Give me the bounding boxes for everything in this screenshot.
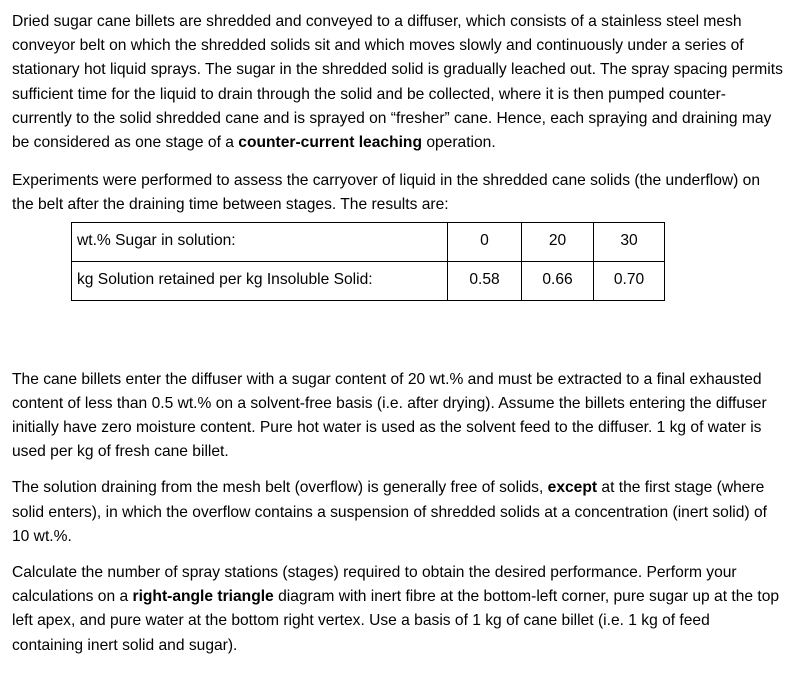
paragraph-experiments: Experiments were performed to assess the carryover of liquid in the shredded cane solids (the underflow) on the belt after the draining time between stages. The results are: [12,172,761,214]
bold-term: right-angle triangle [132,588,274,606]
table-row-retention [72,261,665,300]
table-cell: 0.70 [594,261,665,300]
paragraph-text: Dried sugar cane billets are shredded and conveyed to a diffuser, which consists of a stainless steel mesh conveyor belt on which the shredded solids sit and which moves slowly and continuously under a series of stationary hot liquid sprays. The sugar in the shredded solid is gradually leached out. The spray spacing permits sufficient time for the liquid to drain through the solid and be collected, where it is then pumped counter-currently to the solid shredded cane and is sprayed on “fresher” cane. Hence, each spraying and draining may be considered as one stage of a [12,13,783,152]
paragraph-feed-conditions: The cane billets enter the diffuser with a sugar content of 20 wt.% and must be extracted to a final exhausted content of less than 0.5 wt.% on a solvent-free basis (i.e. after drying). Assume the billets entering the diffuser initially have zero moisture content. Pure hot water is used as the solvent feed to the diffuser. 1 kg of water is used per kg of fresh cane billet. [12,370,767,461]
paragraph-diffuser-description [12,10,783,155]
paragraph-overflow [12,476,783,549]
paragraph-text: The solution draining from the mesh belt (overflow) is generally free of solids, [12,479,548,497]
table-cell: 0.58 [448,261,522,300]
table-cell: 30 [594,222,665,261]
table-cell: 0.66 [522,261,594,300]
paragraph-text: Calculate the number of spray stations (stages) required to obtain the desired performance. Perform your calculations on a [12,564,737,606]
paragraph-text: at the first stage (where solid enters), in which the overflow contains a suspension of shredded solids at a concentration (inert solid) of 10 wt.%. [12,479,767,545]
table-cell: 20 [522,222,594,261]
results-table [71,222,665,301]
table-row-sugar [72,222,665,261]
paragraph-text: operation. [421,134,496,152]
bold-term: except [547,479,598,497]
table-cell: 0 [448,222,522,261]
row-label: wt.% Sugar in solution: [72,222,448,261]
paragraph-text: diagram with inert fibre at the bottom-left corner, pure sugar up at the top left apex, and pure water at the bottom right vertex. Use a basis of 1 kg of cane billet (i.e. 1 kg of feed containing inert solid and sugar). [12,588,780,654]
paragraph-task [12,561,783,658]
row-label: kg Solution retained per kg Insoluble Solid: [72,261,448,300]
bold-term: counter-current leaching [238,134,422,152]
